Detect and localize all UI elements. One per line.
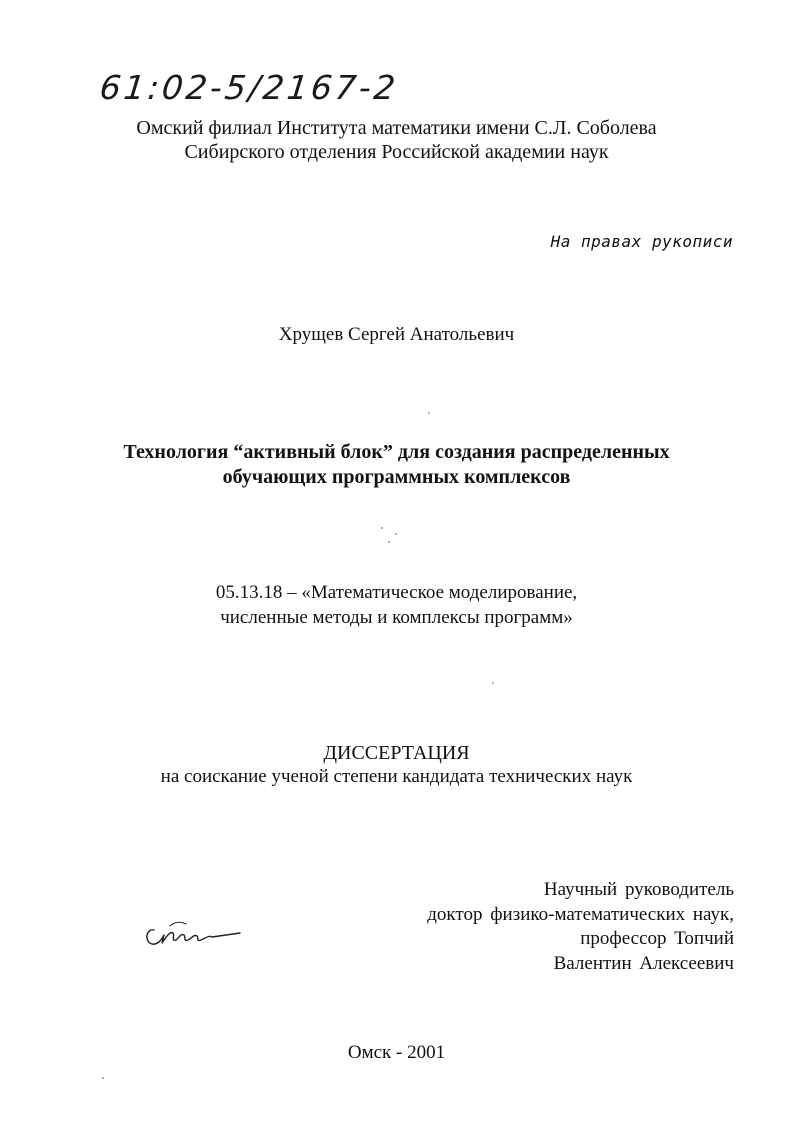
scan-speck (102, 1077, 104, 1079)
handwritten-signature (140, 908, 250, 952)
supervisor-line-1: Научный руководитель (543, 879, 734, 900)
supervisor-line-3: профессор Топчий (580, 928, 734, 949)
city-year: Омск - 2001 (347, 1042, 446, 1063)
institution-block (0, 116, 793, 164)
manuscript-note: На правах рукописи (550, 232, 733, 251)
supervisor-line-4: Валентин Алексеевич (553, 952, 734, 974)
archive-code: 61:02-5/2167-2 (97, 68, 401, 107)
scan-speck (428, 412, 430, 414)
dissertation-subtitle: на соискание ученой степени кандидата технических наук (160, 766, 633, 787)
scan-speck (381, 527, 383, 529)
specialty-line-2: численные методы и комплексы программ» (220, 607, 573, 628)
scan-speck (388, 541, 390, 543)
title-line-2: обучающих программных комплексов (222, 466, 571, 488)
supervisor-block (427, 878, 734, 976)
scan-speck (395, 533, 397, 535)
specialty-line-1: 05.13.18 – «Математическое моделирование, (215, 582, 578, 603)
dissertation-title (0, 440, 793, 490)
author-name: Хрущев Сергей Анатольевич (278, 324, 515, 345)
title-line-1: Технология “активный блок” для создания распределенных (123, 441, 670, 463)
supervisor-line-2: доктор физико-математических наук, (427, 903, 734, 925)
scan-speck (492, 682, 494, 684)
dissertation-heading: ДИССЕРТАЦИЯ (323, 742, 470, 764)
institution-line-1: Омский филиал Института математики имени С.Л. Соболева (136, 117, 657, 139)
institution-line-2: Сибирского отделения Российской академии наук (184, 141, 609, 163)
specialty-block (0, 580, 793, 630)
